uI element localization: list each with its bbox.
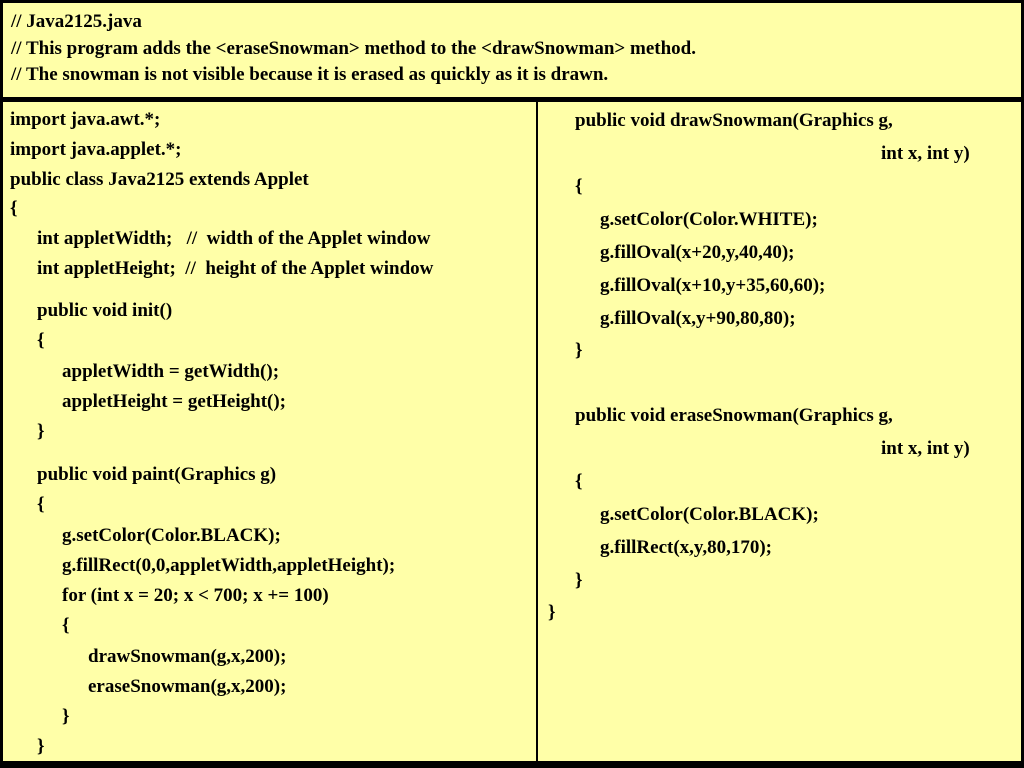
code-line: public class Java2125 extends Applet <box>10 169 309 190</box>
code-line: public void init() <box>37 300 173 321</box>
code-line: { <box>575 471 583 492</box>
code-line: g.fillRect(x,y,80,170); <box>600 537 773 558</box>
code-line: g.fillOval(x+20,y,40,40); <box>600 242 795 263</box>
code-line: import java.awt.*; <box>10 109 161 130</box>
code-line: g.setColor(Color.BLACK); <box>600 504 819 525</box>
code-line: g.fillOval(x,y+90,80,80); <box>600 308 796 329</box>
header-line-filename: // Java2125.java <box>11 11 142 32</box>
header-line-description-2: // The snowman is not visible because it is erased as quickly as it is drawn. <box>11 64 609 85</box>
code-line: appletWidth = getWidth(); <box>62 361 280 382</box>
code-line: int appletWidth; // width of the Applet window <box>37 228 431 249</box>
code-line: import java.applet.*; <box>10 139 182 160</box>
code-line: g.fillOval(x+10,y+35,60,60); <box>600 275 826 296</box>
code-line: int appletHeight; // height of the Applet window <box>37 258 434 279</box>
code-line: } <box>575 340 583 361</box>
code-line: for (int x = 20; x < 700; x += 100) <box>62 585 329 606</box>
code-line: } <box>575 570 583 591</box>
code-line: public void eraseSnowman(Graphics g, <box>575 405 893 426</box>
code-line: { <box>37 330 45 351</box>
code-line: g.fillRect(0,0,appletWidth,appletHeight); <box>62 555 396 576</box>
code-line: } <box>548 602 556 623</box>
bottom-border <box>0 764 1024 768</box>
code-line: int x, int y) <box>881 143 970 164</box>
header-line-description-1: // This program adds the <eraseSnowman> method to the <drawSnowman> method. <box>11 37 696 59</box>
code-line: appletHeight = getHeight(); <box>62 391 287 412</box>
code-line: { <box>37 494 45 515</box>
code-line: g.setColor(Color.BLACK); <box>62 525 281 546</box>
code-line: } <box>37 421 45 442</box>
code-line: g.setColor(Color.WHITE); <box>600 209 818 230</box>
code-line: { <box>10 198 18 219</box>
code-line: eraseSnowman(g,x,200); <box>88 676 287 697</box>
code-line: int x, int y) <box>881 438 970 459</box>
code-line: { <box>575 176 583 197</box>
code-line: } <box>62 706 70 727</box>
code-line: drawSnowman(g,x,200); <box>88 646 287 667</box>
right-code-panel <box>538 100 1024 764</box>
header-comment-box <box>0 0 1024 100</box>
code-line: } <box>37 736 45 757</box>
code-line: public void paint(Graphics g) <box>37 464 277 485</box>
code-line: { <box>62 615 70 636</box>
code-line: public void drawSnowman(Graphics g, <box>575 110 893 131</box>
